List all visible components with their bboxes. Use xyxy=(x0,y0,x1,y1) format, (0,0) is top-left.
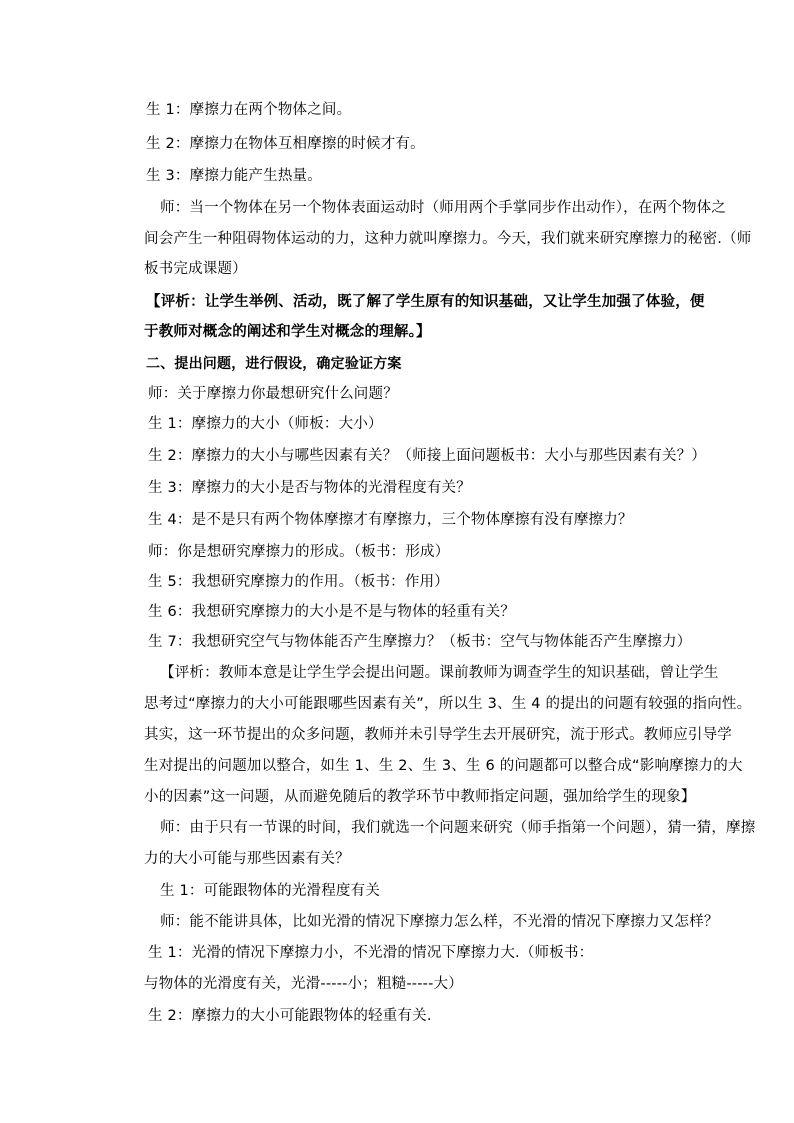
text-line-17: 生 6：我想研究摩擦力的大小是不是与物体的轻重有关？ xyxy=(148,604,516,620)
text-line-15: 师：你是想研究摩擦力的形成。（板书：形成） xyxy=(148,544,450,560)
text-line-11: 生 1：摩擦力的大小（师板：大小） xyxy=(148,416,383,432)
text-line-1: 生 1：摩擦力在两个物体之间。 xyxy=(146,102,352,118)
commentary-line-3: 【评析：教师本意是让学生学会提出问题。课前教师为调查学生的知识基础，曾让学生 xyxy=(160,665,719,681)
text-line-29: 与物体的光滑度有关，光滑-----小；粗糙-----大） xyxy=(144,976,463,992)
text-line-28: 生 1：光滑的情况下摩擦力小，不光滑的情况下摩擦力大.（师板书： xyxy=(148,945,594,961)
text-line-10: 师：关于摩擦力你最想研究什么问题？ xyxy=(148,386,398,402)
text-line-18: 生 7：我想研究空气与物体能否产生摩擦力？（板书：空气与物体能否产生摩擦力） xyxy=(148,634,692,650)
text-line-5: 间会产生一种阻碍物体运动的力，这种力就叫摩擦力。今天，我们就来研究摩擦力的秘密.（师 xyxy=(144,231,752,247)
text-line-6: 板书完成课题） xyxy=(144,261,247,277)
commentary-line-2: 于教师对概念的阐述和学生对概念的理解。】 xyxy=(144,324,431,340)
commentary-line-6: 生对提出的问题加以整合，如生 1、生 2、生 3、生 6 的问题都可以整合成“影响摩擦力的大 xyxy=(144,758,743,774)
text-line-25: 力的大小可能与那些因素有关？ xyxy=(144,851,350,867)
text-line-16: 生 5：我想研究摩擦力的作用。（板书：作用） xyxy=(148,574,449,590)
text-line-30: 生 2：摩擦力的大小可能跟物体的轻重有关. xyxy=(148,1008,432,1024)
text-line-24: 师：由于只有一节课的时间，我们就选一个问题来研究（师手指第一个问题），猜一猜，摩擦 xyxy=(160,820,756,836)
text-line-13: 生 3：摩擦力的大小是否与物体的光滑程度有关？ xyxy=(148,480,471,496)
section-heading: 二、提出问题，进行假设，确定验证方案 xyxy=(146,356,402,372)
commentary-line-1: 【评析：让学生举例、活动，既了解了学生原有的知识基础，又让学生加强了体验，便 xyxy=(146,294,705,310)
text-line-14: 生 4：是不是只有两个物体摩擦才有摩擦力，三个物体摩擦有没有摩擦力？ xyxy=(148,512,633,528)
commentary-line-4: 思考过“摩擦力的大小可能跟哪些因素有关”，所以生 3、生 4 的提出的问题有较强的指向性。 xyxy=(144,696,752,712)
text-line-12: 生 2：摩擦力的大小与哪些因素有关？（师接上面问题板书：大小与那些因素有关？） xyxy=(148,448,707,464)
text-line-3: 生 3：摩擦力能产生热量。 xyxy=(146,168,322,184)
commentary-line-5: 其实，这一环节提出的众多问题，教师并未引导学生去开展研究，流于形式。教师应引导学 xyxy=(144,727,732,743)
text-line-26: 生 1：可能跟物体的光滑程度有关 xyxy=(160,883,381,899)
text-line-27: 师：能不能讲具体，比如光滑的情况下摩擦力怎么样，不光滑的情况下摩擦力又怎样？ xyxy=(160,914,719,930)
text-line-2: 生 2：摩擦力在物体互相摩擦的时候才有。 xyxy=(146,136,425,152)
commentary-line-7: 小的因素”这一问题，从而避免随后的教学环节中教师指定问题，强加给学生的现象】 xyxy=(144,789,696,805)
text-line-4: 师：当一个物体在另一个物体表面运动时（师用两个手掌同步作出动作），在两个物体之 xyxy=(160,200,727,216)
